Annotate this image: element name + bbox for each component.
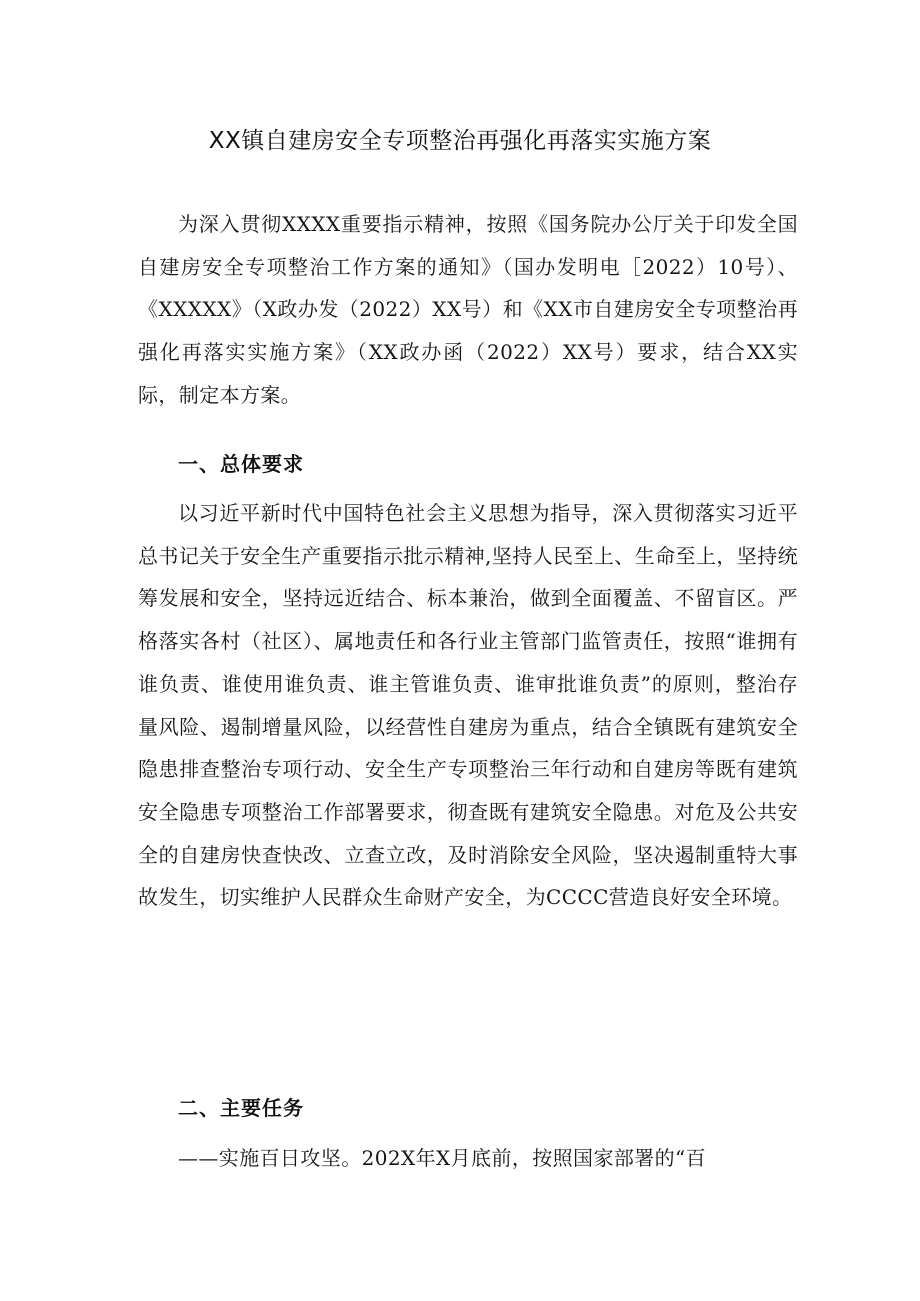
intro-paragraph: 为深入贯彻XXXX重要指示精神，按照《国务院办公厅关于印发全国自建房安全专项整治工作方案的通知》（国办发明电［2022）10号）、《XXXXX》（X政办发（2022）XX号）和《XX市自建房安全专项整治再强化再落实实施方案》（XX政办函（2022）XX号）要求，结合XX实际，制定本方案。 [138,212,798,407]
section-body-main-tasks: ——实施百日攻坚。202X年X月底前，按照国家部署的“百 [178,1146,707,1170]
document-title: XX镇自建房安全专项整治再强化再落实实施方案 [208,128,712,154]
section-body-general-requirements: 以习近平新时代中国特色社会主义思想为指导，深入贯彻落实习近平总书记关于安全生产重要指示批示精神,坚持人民至上、生命至上，坚持统筹发展和安全，坚持远近结合、标本兼治，做到全面覆盖、不留盲区。严格落实各村（社区）、属地责任和各行业主管部门监管责任，按照“谁拥有谁负责、谁使用谁负责、谁主管谁负责、谁审批谁负责”的原则，整治存量风险、遏制增量风险，以经营性自建房为重点，结合全镇既有建筑安全隐患排查整治专项行动、安全生产专项整治三年行动和自建房等既有建筑安全隐患专项整治工作部署要求，彻查既有建筑安全隐患。对危及公共安全的自建房快查快改、立查立改，及时消除安全风险，坚决遏制重特大事故发生，切实维护人民群众生命财产安全，为CCCC营造良好安全环境。 [138,501,798,910]
section-heading-main-tasks: 二、主要任务 [178,1096,304,1120]
section-heading-general-requirements: 一、总体要求 [178,452,304,476]
